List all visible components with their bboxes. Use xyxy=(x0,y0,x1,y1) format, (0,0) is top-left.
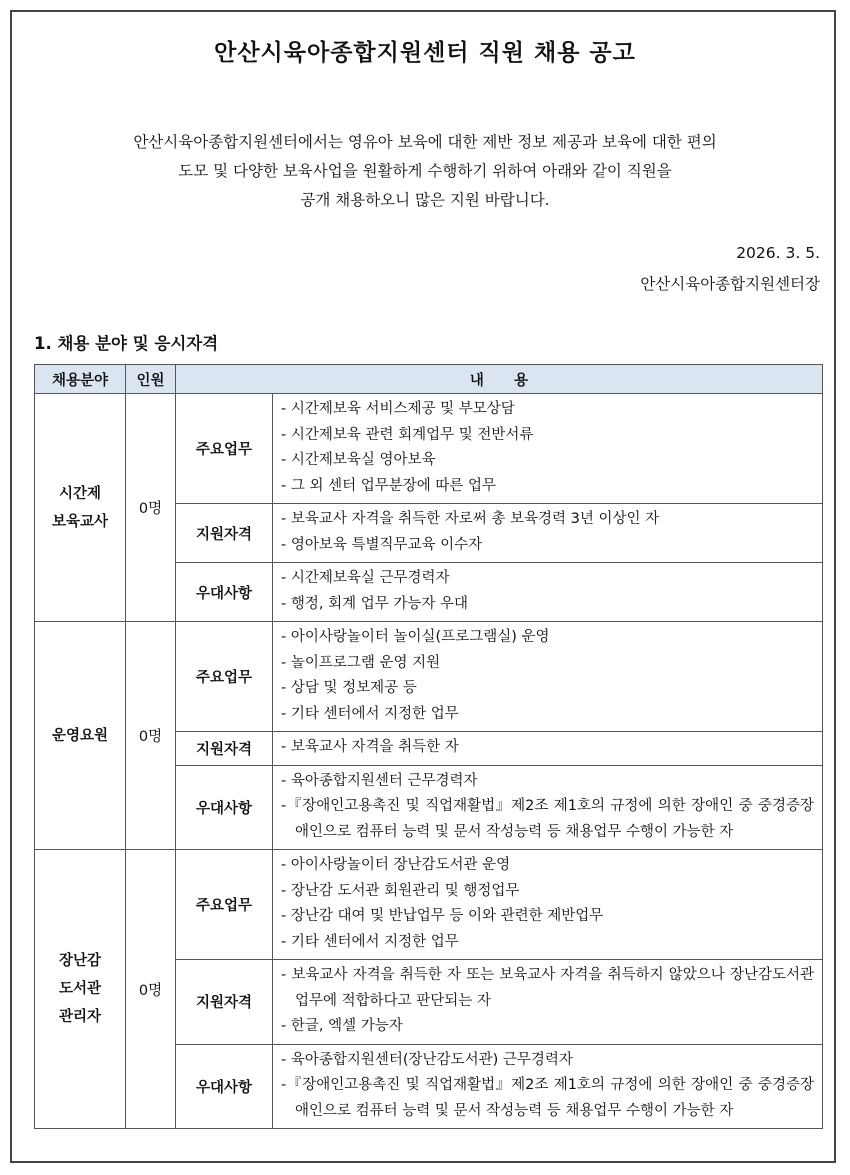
item-content-cell xyxy=(273,504,823,563)
list-item: - 한글, 엑셀 가능자 xyxy=(281,1018,403,1034)
notice-date: 2026. 3. 5. xyxy=(736,244,820,262)
category-cell xyxy=(35,394,126,622)
headcount-cell: 0명 xyxy=(126,850,176,1129)
category-label: 시간제 xyxy=(58,485,102,502)
list-item: - 아이사랑놀이터 장난감도서관 운영 xyxy=(281,857,511,873)
organization-signature: 안산시육아종합지원센터장 xyxy=(640,275,820,293)
item-list xyxy=(281,397,814,499)
category-cell xyxy=(35,622,126,850)
item-content-cell xyxy=(273,850,823,960)
item-label-cell: 주요업무 xyxy=(176,622,273,732)
list-item: - 장난감 도서관 회원관리 및 행정업무 xyxy=(281,882,520,899)
item-label-cell: 우대사항 xyxy=(176,563,273,622)
intro-line: 안산시육아종합지원센터에서는 영유아 보육에 대한 제반 정보 제공과 보육에 대한 편의 xyxy=(133,133,717,151)
category-label: 도서관 xyxy=(58,981,102,997)
intro-line: 공개 채용하오니 많은 지원 바랍니다. xyxy=(300,191,550,209)
list-item: -『장애인고용촉진 및 직업재활법』제2조 제1호의 규정에 의한 장애인 중 중경증장애인으로 컴퓨터 능력 및 문서 작성능력 등 채용업무 수행이 가능한 자 xyxy=(281,798,814,840)
table-body xyxy=(35,394,823,1129)
list-item: - 그 외 센터 업무분장에 따른 업무 xyxy=(281,477,496,494)
list-item: - 시간제보육 서비스제공 및 부모상담 xyxy=(281,401,515,417)
list-item: - 기타 센터에서 지정한 업무 xyxy=(281,933,459,950)
intro-paragraph xyxy=(0,128,850,215)
item-label-cell: 지원자격 xyxy=(176,960,273,1045)
list-item: - 육아종합지원센터 근무경력자 xyxy=(281,772,478,789)
list-item: - 시간제보육실 영아보육 xyxy=(281,452,436,468)
item-label-cell: 주요업무 xyxy=(176,394,273,504)
category-label: 장난감 xyxy=(58,953,102,969)
item-list xyxy=(281,735,814,761)
headcount-cell: 0명 xyxy=(126,622,176,850)
recruitment-table xyxy=(34,364,823,1129)
list-item: - 육아종합지원센터(장난감도서관) 근무경력자 xyxy=(281,1051,573,1068)
section-heading: 1. 채용 분야 및 응시자격 xyxy=(34,334,219,353)
item-content-cell xyxy=(273,732,823,766)
item-content-cell xyxy=(273,1044,823,1129)
list-item: -『장애인고용촉진 및 직업재활법』제2조 제1호의 규정에 의한 장애인 중 중경증장애인으로 컴퓨터 능력 및 문서 작성능력 등 채용업무 수행이 가능한 자 xyxy=(281,1077,814,1119)
headcount-cell: 0명 xyxy=(126,394,176,622)
item-content-cell xyxy=(273,622,823,732)
header-count: 인원 xyxy=(126,365,176,394)
list-item: - 시간제보육 관련 회계업무 및 전반서류 xyxy=(281,426,534,443)
item-label-cell: 주요업무 xyxy=(176,850,273,960)
item-label-cell: 우대사항 xyxy=(176,1044,273,1129)
category-label: 관리자 xyxy=(58,1009,102,1025)
item-list xyxy=(281,853,814,955)
header-category: 채용분야 xyxy=(35,365,126,394)
header-content: 내 용 xyxy=(176,365,823,394)
category-label: 운영요원 xyxy=(51,727,109,744)
item-content-cell xyxy=(273,394,823,504)
list-item: - 행정, 회계 업무 가능자 우대 xyxy=(281,595,468,612)
item-list xyxy=(281,1048,814,1125)
item-list xyxy=(281,566,814,617)
item-content-cell xyxy=(273,563,823,622)
item-list xyxy=(281,507,814,558)
item-list xyxy=(281,769,814,846)
item-label-cell: 우대사항 xyxy=(176,765,273,850)
list-item: - 놀이프로그램 운영 지원 xyxy=(281,654,441,671)
list-item: - 영아보육 특별직무교육 이수자 xyxy=(281,536,483,553)
list-item: - 기타 센터에서 지정한 업무 xyxy=(281,705,459,722)
item-list xyxy=(281,625,814,727)
list-item: - 보육교사 자격을 취득한 자 xyxy=(281,739,459,755)
list-item: - 아이사랑놀이터 놀이실(프로그램실) 운영 xyxy=(281,629,550,645)
category-cell xyxy=(35,850,126,1129)
list-item: - 시간제보육실 근무경력자 xyxy=(281,570,450,586)
list-item: - 보육교사 자격을 취득한 자로써 총 보육경력 3년 이상인 자 xyxy=(281,511,660,527)
table-row xyxy=(35,850,823,960)
intro-line: 도모 및 다양한 보육사업을 원활하게 수행하기 위하여 아래와 같이 직원을 xyxy=(178,162,672,180)
list-item: - 보육교사 자격을 취득한 자 또는 보육교사 자격을 취득하지 않았으나 장난감도서관 업무에 적합하다고 판단되는 자 xyxy=(281,967,814,1009)
table-row xyxy=(35,622,823,732)
page-title: 안산시육아종합지원센터 직원 채용 공고 xyxy=(214,40,636,66)
table-row xyxy=(35,394,823,504)
category-label: 보육교사 xyxy=(51,513,109,530)
item-label-cell: 지원자격 xyxy=(176,504,273,563)
item-content-cell xyxy=(273,765,823,850)
item-content-cell xyxy=(273,960,823,1045)
list-item: - 장난감 대여 및 반납업무 등 이와 관련한 제반업무 xyxy=(281,908,604,924)
table-header-row xyxy=(35,365,823,394)
item-list xyxy=(281,963,814,1040)
list-item: - 상담 및 정보제공 등 xyxy=(281,680,417,696)
item-label-cell: 지원자격 xyxy=(176,732,273,766)
